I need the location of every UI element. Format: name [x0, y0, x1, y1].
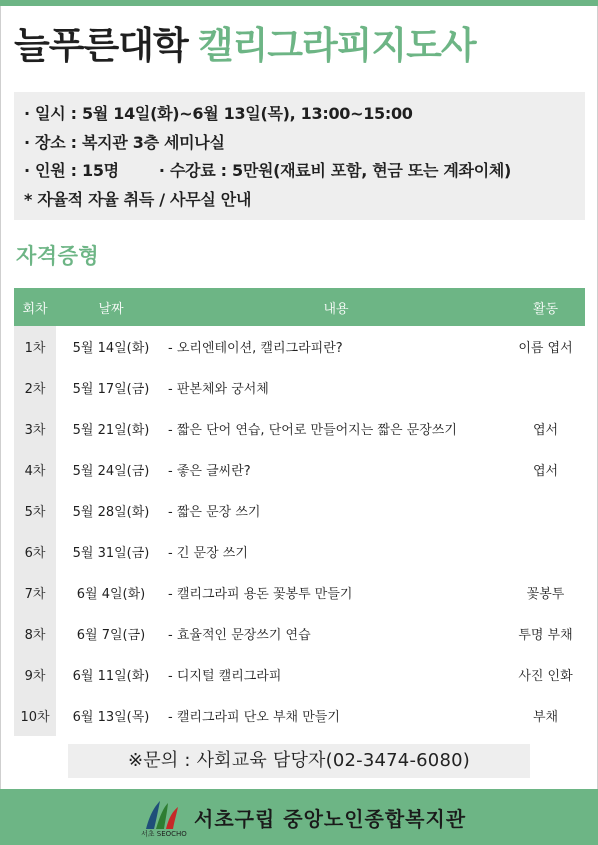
date-cell: 5월 17일(금) — [72, 382, 150, 397]
contact-info: ※문의 : 사회교육 담당자(02-3474-6080) — [68, 744, 530, 778]
organization-name: 서초구립 중앙노인종합복지관 — [194, 807, 467, 831]
header-content: 내용 — [323, 301, 349, 317]
date-cell: 5월 14일(화) — [72, 341, 150, 356]
activity-cell: 엽서 — [532, 464, 559, 479]
title-accent: 캘리그라피지도사 — [197, 24, 476, 67]
title-main: 늘푸른대학 — [14, 24, 188, 67]
date-cell: 5월 24일(금) — [72, 464, 150, 479]
page-title — [14, 22, 476, 70]
info-capacity: · 인원 : 15명 — [24, 161, 119, 180]
activity-cell: 꽃봉투 — [526, 587, 565, 602]
session-cell: 5차 — [14, 490, 56, 531]
activity-cell: 이름 엽서 — [518, 341, 573, 356]
table-row — [14, 613, 585, 654]
activity-cell: 사진 인화 — [518, 669, 573, 684]
date-cell: 5월 21일(화) — [72, 423, 150, 438]
top-accent-bar — [0, 0, 598, 6]
session-cell: 10차 — [14, 695, 56, 736]
header-session: 회차 — [22, 301, 48, 317]
date-cell: 5월 28일(화) — [72, 505, 150, 520]
date-cell: 5월 31일(금) — [72, 546, 150, 561]
content-cell: - 판본체와 궁서체 — [168, 382, 269, 397]
session-cell: 7차 — [14, 572, 56, 613]
footer — [0, 789, 598, 845]
content-cell: - 오리엔테이션, 캘리그라피란? — [168, 341, 343, 356]
session-cell: 9차 — [14, 654, 56, 695]
table-row — [14, 572, 585, 613]
session-cell: 3차 — [14, 408, 56, 449]
content-cell: - 디지털 캘리그라피 — [168, 669, 282, 684]
session-cell: 4차 — [14, 449, 56, 490]
info-fee: · 수강료 : 5만원(재료비 포함, 현금 또는 계좌이체) — [158, 161, 512, 180]
session-cell: 6차 — [14, 531, 56, 572]
info-capacity-fee — [24, 157, 575, 186]
content-cell: - 좋은 글씨란? — [168, 464, 251, 479]
content-cell: - 캘리그라피 단오 부채 만들기 — [168, 710, 340, 725]
content-cell: - 짧은 단어 연습, 단어로 만들어지는 짧은 문장쓰기 — [168, 423, 457, 438]
table-row — [14, 490, 585, 531]
table-header — [14, 288, 585, 326]
date-cell: 6월 7일(금) — [76, 628, 146, 643]
content-cell: - 효율적인 문장쓰기 연습 — [168, 628, 311, 643]
header-activity: 활동 — [532, 301, 559, 317]
session-cell: 1차 — [14, 326, 56, 367]
table-row — [14, 408, 585, 449]
content-cell: - 긴 문장 쓰기 — [168, 546, 248, 561]
activity-cell: 투명 부채 — [518, 628, 573, 643]
table-row — [14, 695, 585, 736]
date-cell: 6월 13일(목) — [72, 710, 150, 725]
table-body — [14, 326, 585, 736]
date-cell: 6월 11일(화) — [72, 669, 150, 684]
activity-cell: 엽서 — [532, 423, 559, 438]
info-box — [14, 92, 585, 220]
content-cell: - 짧은 문장 쓰기 — [168, 505, 261, 520]
table-row — [14, 326, 585, 367]
activity-cell: 부채 — [532, 710, 559, 725]
header-date: 날짜 — [98, 301, 124, 317]
info-note: * 자율적 자율 취득 / 사무실 안내 — [24, 189, 252, 209]
session-cell: 2차 — [14, 367, 56, 408]
info-schedule: · 일시 : 5월 14일(화)~6월 13일(목), 13:00~15:00 — [24, 104, 413, 123]
logo-caption: 서초 SEOCHO — [141, 830, 187, 838]
date-cell: 6월 4일(화) — [76, 587, 146, 602]
table-row — [14, 449, 585, 490]
table-row — [14, 654, 585, 695]
section-title: 자격증형 — [16, 244, 100, 268]
schedule-table — [14, 288, 585, 736]
table-row — [14, 367, 585, 408]
table-row — [14, 531, 585, 572]
content-cell: - 캘리그라피 용돈 꽃봉투 만들기 — [168, 587, 353, 602]
info-place: · 장소 : 복지관 3층 세미나실 — [24, 132, 225, 152]
session-cell: 8차 — [14, 613, 56, 654]
